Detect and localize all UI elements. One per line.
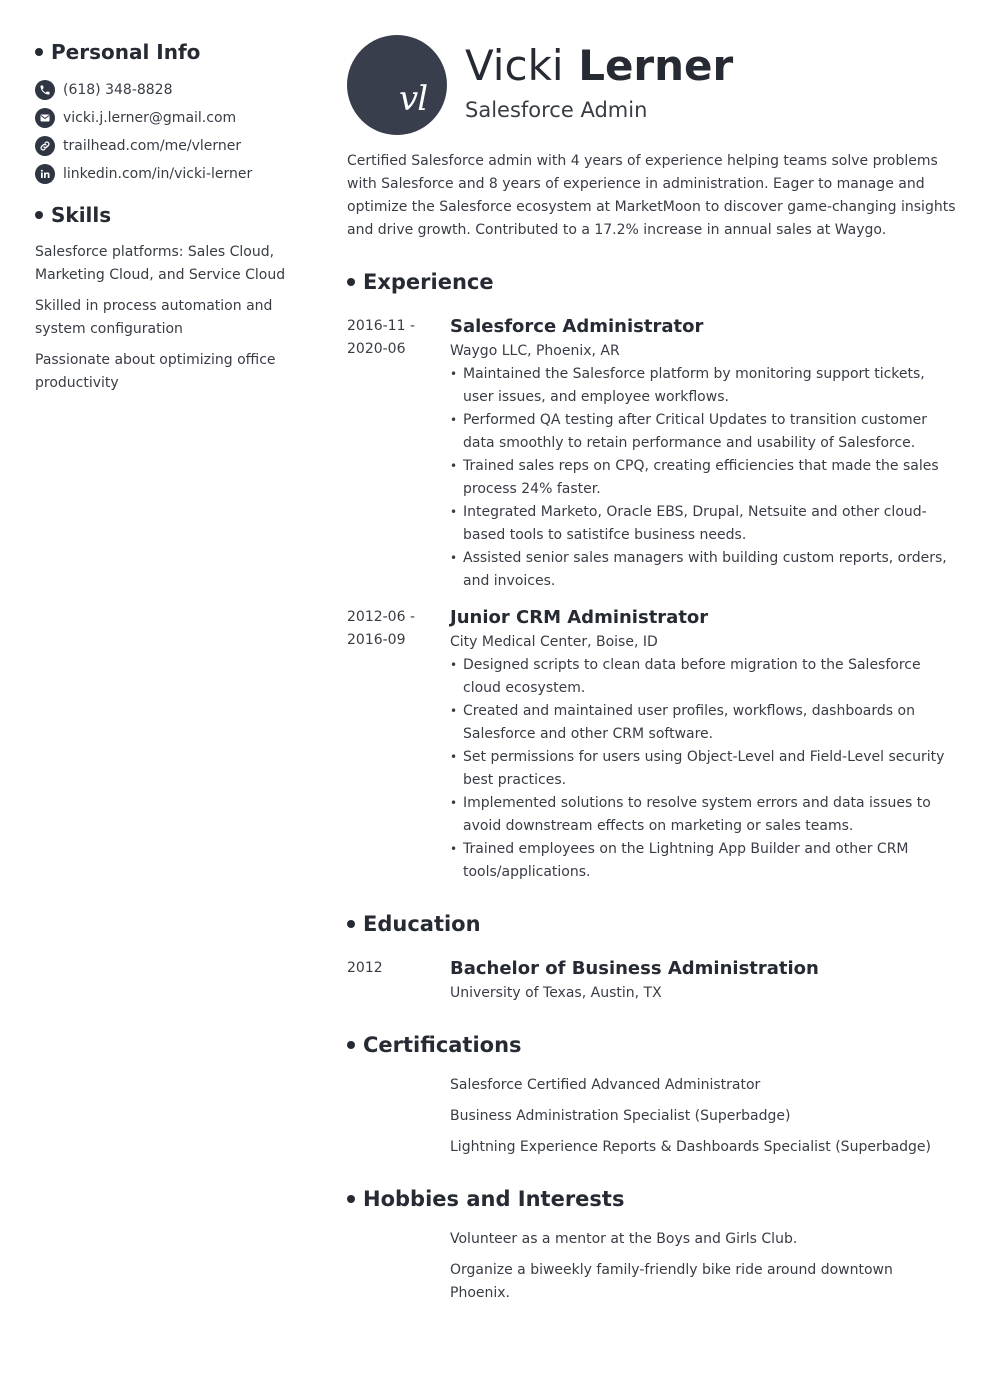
bullet-dot	[35, 48, 43, 56]
bullet-dot	[347, 920, 355, 928]
hobby-item: Organize a biweekly family-friendly bike ride around downtown Phoenix.	[450, 1262, 893, 1301]
bullet-dot	[347, 1195, 355, 1203]
skills-list	[35, 241, 310, 395]
degree: Bachelor of Business Administration	[450, 958, 819, 979]
summary: Certified Salesforce admin with 4 years of experience helping teams solve problems with Salesforce and 8 years of experience in administration. Eager to manage and optimize the Salesforce ecosystem at MarketMoon to discover game-changing insights and drive growth. Contributed to a 17.2% increase in annual sales at Waygo.	[347, 153, 956, 238]
entry-body	[450, 604, 957, 884]
email-icon	[35, 108, 55, 128]
sidebar	[35, 38, 310, 403]
certification-item: Salesforce Certified Advanced Administrator	[450, 1077, 761, 1093]
personal-info-title: Personal Info	[51, 40, 201, 64]
hobby-item: Volunteer as a mentor at the Boys and Girls Club.	[450, 1231, 798, 1247]
avatar	[347, 35, 447, 135]
skill-item: Salesforce platforms: Sales Cloud, Marketing Cloud, and Service Cloud	[35, 244, 286, 283]
last-name: Lerner	[578, 41, 734, 90]
hobbies-heading	[347, 1184, 957, 1214]
entry-date	[347, 604, 450, 884]
certifications-heading	[347, 1030, 957, 1060]
bullet-item: • Designed scripts to clean data before migration to the Salesforce cloud ecosystem.	[450, 654, 957, 700]
linkedin-icon	[35, 164, 55, 184]
education-entry	[347, 955, 957, 1005]
experience-heading	[347, 267, 957, 297]
company: City Medical Center, Boise, ID	[450, 634, 658, 650]
first-name: Vicki	[465, 41, 564, 90]
skills-title: Skills	[51, 203, 112, 227]
bullet-item: • Implemented solutions to resolve system errors and data issues to avoid downstream effects on marketing or sales teams.	[450, 792, 957, 838]
bullet-item: • Performed QA testing after Critical Updates to transition customer data smoothly to retain performance and usability of Salesforce.	[450, 409, 957, 455]
experience-title: Experience	[363, 270, 494, 294]
bullet-item: • Created and maintained user profiles, workflows, dashboards on Salesforce and other CRM software.	[450, 700, 957, 746]
bullet-dot	[35, 211, 43, 219]
date-end: 2016-09	[347, 632, 406, 648]
date-start: 2016-11 -	[347, 318, 415, 334]
skills-heading	[35, 201, 310, 229]
trailhead-text: trailhead.com/me/vlerner	[63, 138, 242, 154]
contact-trailhead[interactable]	[35, 132, 310, 160]
contact-email[interactable]	[35, 104, 310, 132]
bullet-item: • Integrated Marketo, Oracle EBS, Drupal, Netsuite and other cloud-based tools to satistifce business needs.	[450, 501, 957, 547]
hobbies-title: Hobbies and Interests	[363, 1187, 625, 1211]
education-date: 2012	[347, 960, 383, 976]
date-start: 2012-06 -	[347, 609, 415, 625]
experience-entry	[347, 604, 957, 884]
bullet-item: • Trained employees on the Lightning App Builder and other CRM tools/applications.	[450, 838, 957, 884]
phone-text: (618) 348-8828	[63, 82, 173, 98]
role-title: Salesforce Administrator	[450, 316, 704, 337]
certifications-list	[450, 1074, 957, 1159]
certification-item: Lightning Experience Reports & Dashboards Specialist (Superbadge)	[450, 1139, 932, 1155]
experience-entry	[347, 313, 957, 593]
skill-item: Passionate about optimizing office productivity	[35, 352, 276, 391]
hobbies-list	[450, 1228, 957, 1305]
main-content	[347, 150, 957, 1313]
education-heading	[347, 909, 957, 939]
bullet-dot	[347, 1041, 355, 1049]
contact-list	[35, 76, 310, 188]
bullet-item: • Trained sales reps on CPQ, creating efficiencies that made the sales process 24% faster.	[450, 455, 957, 501]
bullet-item: • Assisted senior sales managers with building custom reports, orders, and invoices.	[450, 547, 957, 593]
email-text: vicki.j.lerner@gmail.com	[63, 110, 237, 126]
bullet-list	[450, 654, 957, 884]
candidate-name	[465, 40, 733, 92]
school: University of Texas, Austin, TX	[450, 985, 662, 1001]
company: Waygo LLC, Phoenix, AR	[450, 343, 620, 359]
contact-phone[interactable]	[35, 76, 310, 104]
entry-body	[450, 955, 957, 1005]
bullet-list	[450, 363, 957, 593]
phone-icon	[35, 80, 55, 100]
linkedin-text: linkedin.com/in/vicki-lerner	[63, 166, 253, 182]
avatar-initials: vl	[399, 79, 428, 119]
entry-date	[347, 313, 450, 593]
bullet-item: • Set permissions for users using Object-Level and Field-Level security best practices.	[450, 746, 957, 792]
date-end: 2020-06	[347, 341, 406, 357]
bullet-dot	[347, 278, 355, 286]
role-title: Junior CRM Administrator	[450, 607, 709, 628]
contact-linkedin[interactable]	[35, 160, 310, 188]
link-icon	[35, 136, 55, 156]
certifications-title: Certifications	[363, 1033, 522, 1057]
bullet-item: • Maintained the Salesforce platform by monitoring support tickets, user issues, and employee workflows.	[450, 363, 957, 409]
entry-body	[450, 313, 957, 593]
education-title: Education	[363, 912, 481, 936]
personal-info-heading	[35, 38, 310, 66]
skill-item: Skilled in process automation and system configuration	[35, 298, 273, 337]
certification-item: Business Administration Specialist (Superbadge)	[450, 1108, 791, 1124]
job-title: Salesforce Admin	[465, 98, 648, 122]
